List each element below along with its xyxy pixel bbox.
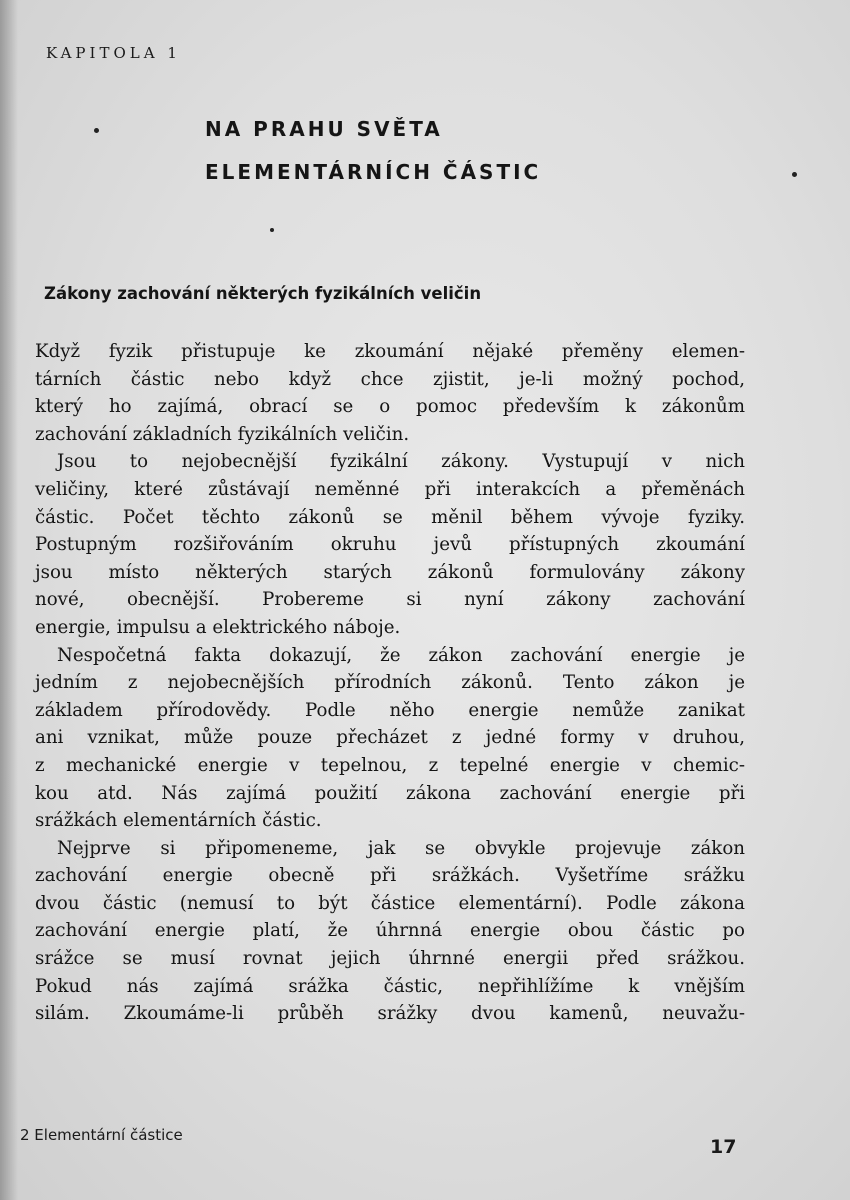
text-line: tárních částic nebo když chce zjistit, je-li možný pochod, bbox=[35, 368, 745, 390]
text-line: zachování základních fyzikálních veličin. bbox=[35, 423, 410, 445]
text-line: kou atd. Nás zajímá použití zákona zachování energie při bbox=[35, 782, 745, 804]
text-line: Pokud nás zajímá srážka částic, nepřihlížíme k vnějším bbox=[35, 975, 745, 997]
chapter-title-line-2: ELEMENTÁRNÍCH ČÁSTIC bbox=[205, 160, 542, 184]
body-text bbox=[35, 338, 745, 1028]
text-line: Když fyzik přistupuje ke zkoumání nějaké přeměny elemen- bbox=[35, 341, 745, 362]
page-number: 17 bbox=[710, 1136, 737, 1158]
text-line: energie, impulsu a elektrického náboje. bbox=[35, 616, 401, 638]
section-heading: Zákony zachování některých fyzikálních veličin bbox=[44, 284, 482, 303]
print-speck bbox=[792, 172, 797, 177]
text-line: srážkách elementárních částic. bbox=[35, 810, 322, 832]
text-line: nové, obecnější. Probereme si nyní zákony zachování bbox=[35, 589, 745, 611]
text-line: který ho zajímá, obrací se o pomoc především k zákonům bbox=[35, 396, 745, 418]
text-line: z mechanické energie v tepelnou, z tepelné energie v chemic- bbox=[35, 754, 745, 776]
print-speck bbox=[94, 128, 99, 133]
text-line: dvou částic (nemusí to být částice elementární). Podle zákona bbox=[35, 892, 745, 914]
text-line: zachování energie platí, že úhrnná energie obou částic po bbox=[35, 920, 745, 942]
text-line: zachování energie obecně při srážkách. Vyšetříme srážku bbox=[35, 865, 745, 887]
text-line: veličiny, které zůstávají neměnné při interakcích a přeměnách bbox=[35, 478, 745, 500]
text-line: Postupným rozšiřováním okruhu jevů přístupných zkoumání bbox=[35, 534, 745, 556]
text-line: ani vznikat, může pouze přecházet z jedné formy v druhou, bbox=[35, 727, 745, 749]
text-line: silám. Zkoumáme-li průběh srážky dvou kamenů, neuvažu- bbox=[35, 1003, 745, 1025]
page-gutter-shadow bbox=[0, 0, 18, 1200]
print-speck bbox=[270, 228, 274, 232]
text-line: jsou místo některých starých zákonů formulovány zákony bbox=[35, 561, 745, 583]
text-line: Nejprve si připomeneme, jak se obvykle projevuje zákon bbox=[57, 837, 745, 859]
text-line: jedním z nejobecnějších přírodních zákonů. Tento zákon je bbox=[35, 672, 745, 694]
chapter-title bbox=[205, 108, 541, 194]
text-line: Nespočetná fakta dokazují, že zákon zachování energie je bbox=[57, 644, 745, 666]
chapter-title-line-1: NA PRAHU SVĚTA bbox=[205, 117, 443, 141]
footer-signature: 2 Elementární částice bbox=[20, 1126, 183, 1144]
chapter-label: KAPITOLA 1 bbox=[46, 44, 181, 62]
text-line: Jsou to nejobecnější fyzikální zákony. Vystupují v nich bbox=[57, 451, 745, 473]
text-line: srážce se musí rovnat jejich úhrnné energii před srážkou. bbox=[35, 948, 745, 970]
text-line: základem přírodovědy. Podle něho energie nemůže zanikat bbox=[35, 699, 745, 721]
text-line: částic. Počet těchto zákonů se měnil během vývoje fyziky. bbox=[35, 506, 745, 528]
